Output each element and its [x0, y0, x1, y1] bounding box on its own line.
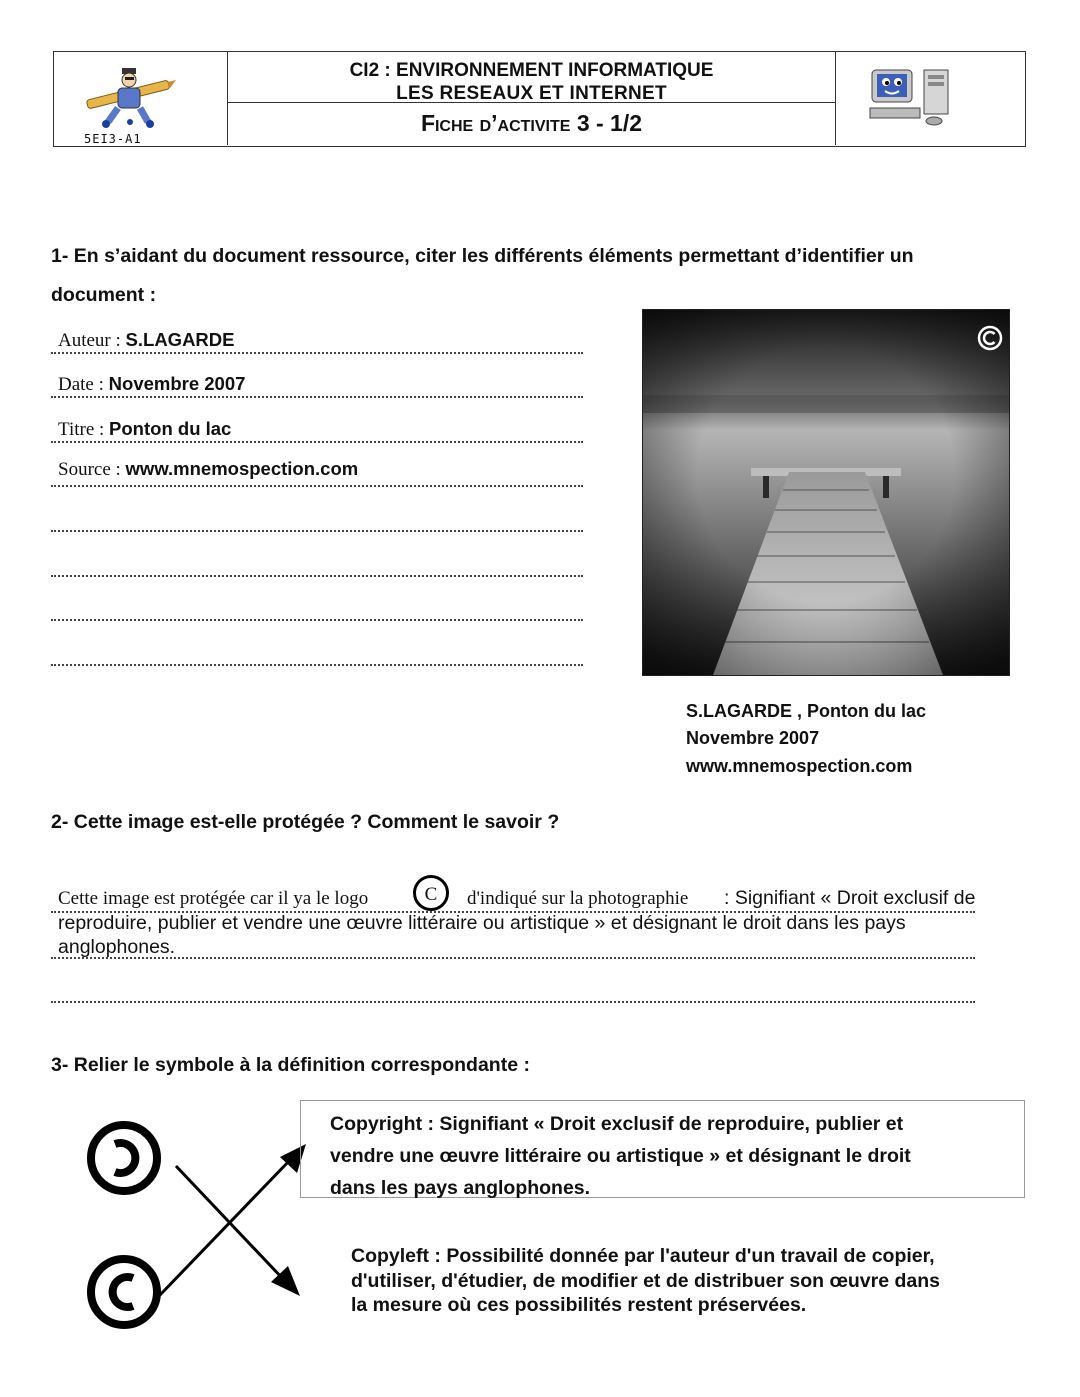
answer-dotted-line — [51, 441, 583, 443]
question-1-line1: 1- En s’aidant du document ressource, citer les différents éléments permettant d’identifier un — [51, 245, 914, 267]
field-date — [58, 373, 245, 396]
header-title-cell — [228, 52, 836, 145]
photo-caption-line1: S.LAGARDE , Ponton du lac — [686, 701, 927, 721]
question-2: 2- Cette image est-elle protégée ? Comment le savoir ? — [51, 811, 560, 833]
answer-dotted-line — [51, 1001, 975, 1003]
question-3: 3- Relier le symbole à la définition correspondante : — [51, 1054, 530, 1076]
definition-copyright-line2: vendre une œuvre littéraire ou artistique » et désignant le droit — [330, 1145, 911, 1167]
definition-copyleft-line1: Copyleft : Possibilité donnée par l'auteur d'un travail de copier, — [351, 1245, 935, 1267]
header-divider — [228, 102, 835, 103]
field-date-value: Novembre 2007 — [108, 373, 246, 394]
field-author-value: S.LAGARDE — [125, 329, 235, 350]
answer-dotted-line — [51, 396, 583, 398]
header-title-line1: CI2 : ENVIRONNEMENT INFORMATIQUE — [349, 60, 714, 81]
class-code: 5EI3-A1 — [84, 132, 142, 146]
definition-copyright-line1: Copyright : Signifiant « Droit exclusif de reproduire, publier et — [330, 1113, 904, 1135]
field-title-value: Ponton du lac — [109, 418, 232, 439]
definition-copyright-line3: dans les pays anglophones. — [330, 1177, 591, 1199]
header-title-line3: Fiche d’activite 3 - 1/2 — [420, 110, 643, 136]
answer-2-part3: : Signifiant « Droit exclusif de — [724, 887, 976, 909]
photo-caption-line2: Novembre 2007 — [686, 728, 820, 748]
answer-dotted-line — [51, 485, 583, 487]
definition-copyleft-line2: d'utiliser, d'étudier, de modifier et de distribuer son œuvre dans — [351, 1270, 940, 1292]
definition-copyleft-line3: la mesure où ces possibilités restent préservées. — [351, 1294, 807, 1316]
field-author-label: Auteur : — [58, 330, 121, 351]
field-title-label: Titre : — [58, 419, 105, 440]
answer-dotted-line — [51, 619, 583, 621]
field-source-label: Source : — [58, 459, 121, 480]
answer-dotted-line — [51, 664, 583, 666]
answer-2-part2: d'indiqué sur la photographie — [467, 888, 689, 909]
header-table — [53, 51, 1026, 147]
header-left-cell — [54, 52, 228, 145]
copyright-symbol-icon — [977, 325, 1003, 351]
field-date-label: Date : — [58, 374, 104, 395]
answer-dotted-line — [51, 352, 583, 354]
field-source — [58, 458, 358, 481]
computer-mascot-icon — [866, 66, 956, 128]
answer-2-line2: reproduire, publier et vendre une œuvre littéraire ou artistique » et désignant le droit dans les pays — [58, 912, 906, 934]
answer-dotted-line — [51, 530, 583, 532]
answer-2-part1: Cette image est protégée car il ya le logo — [58, 888, 369, 909]
field-title — [58, 418, 231, 441]
definition-box-copyright — [300, 1100, 1025, 1198]
copyright-logo-circle — [413, 875, 449, 911]
answer-dotted-line — [51, 957, 975, 959]
cartoon-pencil-character-icon — [78, 66, 178, 130]
field-source-value: www.mnemospection.com — [125, 458, 359, 479]
matching-arrows — [150, 1130, 320, 1310]
answer-2-line3: anglophones. — [58, 936, 176, 958]
copyright-logo-letter: C — [424, 884, 438, 905]
field-author — [58, 329, 235, 352]
photo-caption-line3: www.mnemospection.com — [686, 756, 913, 776]
header-title-line2: LES RESEAUX ET INTERNET — [396, 83, 667, 104]
answer-dotted-line — [51, 575, 583, 577]
question-1-line2: document : — [51, 284, 157, 306]
pier-photograph — [642, 309, 1010, 676]
